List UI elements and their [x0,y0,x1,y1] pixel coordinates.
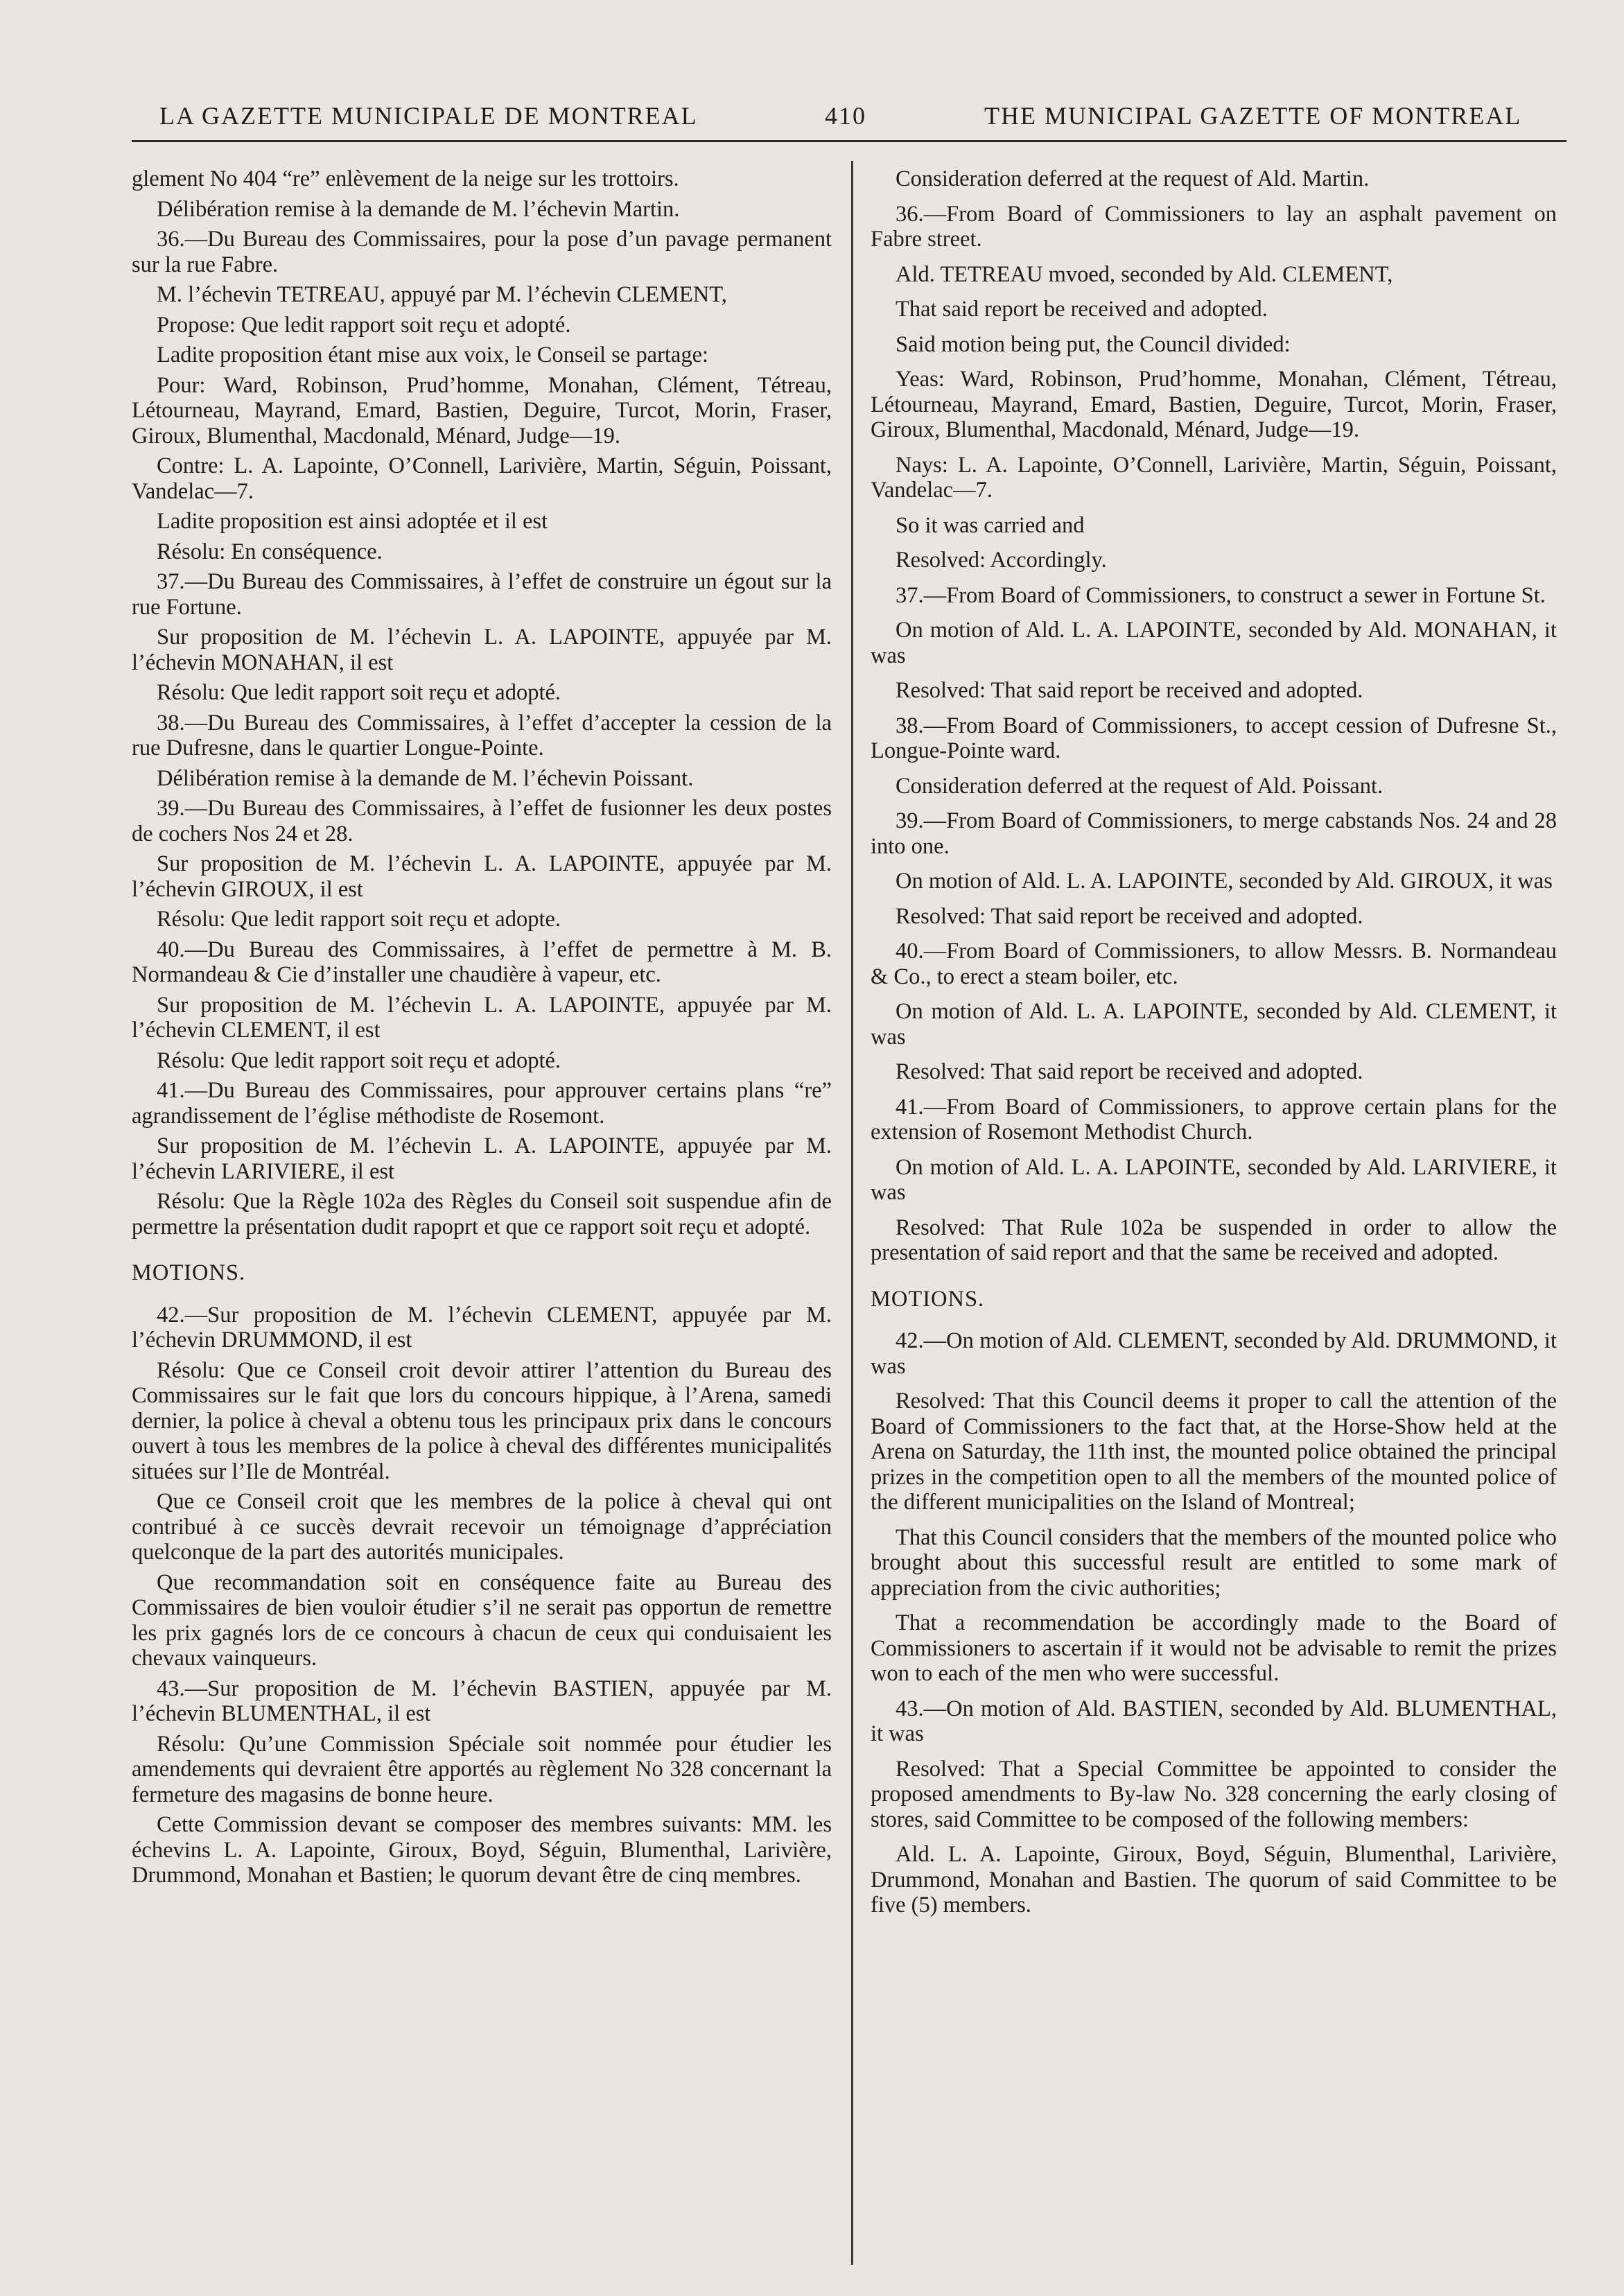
header-french-title: LA GAZETTE MUNICIPALE DE MONTREAL [159,102,698,130]
paragraph: Ald. TETREAU mvoed, seconded by Ald. CLEMENT, [896,261,1393,287]
paragraph: 40.—Du Bureau des Commissaires, à l’effet de permettre à M. B. Normandeau & Cie d’installer une chaudière à vapeur, etc. [132,937,832,987]
paragraph: Resolved: Accordingly. [896,548,1107,573]
paragraph: 40.—From Board of Commissioners, to allow Messrs. B. Normandeau & Co., to erect a steam boiler, etc. [871,939,1557,989]
paragraph: 43.—Sur proposition de M. l’échevin BASTIEN, appuyée par M. l’échevin BLUMENTHAL, il est [132,1676,832,1726]
paragraph: Consideration deferred at the request of Ald. Poissant. [896,773,1383,799]
paragraph: 36.—From Board of Commissioners to lay an asphalt pavement on Fabre street. [871,201,1557,252]
paragraph: Yeas: Ward, Robinson, Prud’homme, Monahan, Clément, Tétreau, Létourneau, Mayrand, Emard, Bastien, Deguire, Turcot, Morin, Fraser, Giroux, Blumenthal, Macdonald, Ménard, Judge—19. [871,367,1557,442]
paragraph: 37.—From Board of Commissioners, to construct a sewer in Fortune St. [896,582,1546,608]
paragraph: Propose: Que ledit rapport soit reçu et adopté. [157,312,571,338]
paragraph: Ald. L. A. Lapointe, Giroux, Boyd, Séguin, Blumenthal, Larivière, Drummond, Monahan and Bastien. The quorum of said Committee to be five (5) members. [871,1842,1557,1917]
paragraph: So it was carried and [896,512,1085,538]
paragraph: Délibération remise à la demande de M. l’échevin Martin. [157,196,680,222]
column-divider [851,161,853,2265]
section-heading: MOTIONS. [871,1286,985,1312]
paragraph: 43.—On motion of Ald. BASTIEN, seconded by Ald. BLUMENTHAL, it was [871,1696,1557,1746]
paragraph: 42.—On motion of Ald. CLEMENT, seconded by Ald. DRUMMOND, it was [871,1328,1557,1379]
paragraph: Ladite proposition est ainsi adoptée et il est [157,509,548,534]
section-heading: MOTIONS. [132,1260,246,1285]
header-rule [132,140,1566,142]
paragraph: Contre: L. A. Lapointe, O’Connell, Larivière, Martin, Séguin, Poissant, Vandelac—7. [132,453,832,504]
paragraph: Consideration deferred at the request of Ald. Martin. [896,166,1370,191]
paragraph: 38.—From Board of Commissioners, to accept cession of Dufresne St., Longue-Pointe ward. [871,713,1557,763]
paragraph: Que recommandation soit en conséquence faite au Bureau des Commissaires de bien vouloir étudier s’il ne serait pas opportun de remettre les prix gagnés lors de ce concours à chacun de ceux qui conduisaient les chevaux vainqueurs. [132,1569,832,1671]
paragraph: Sur proposition de M. l’échevin L. A. LAPOINTE, appuyée par M. l’échevin MONAHAN, il est [132,625,832,675]
paragraph: 36.—Du Bureau des Commissaires, pour la pose d’un pavage permanent sur la rue Fabre. [132,227,832,277]
paragraph: Nays: L. A. Lapointe, O’Connell, Larivière, Martin, Séguin, Poissant, Vandelac—7. [871,452,1557,503]
paragraph: That a recommendation be accordingly made to the Board of Commissioners to ascertain if it would not be advisable to remit the prizes won to each of the men who were successful. [871,1610,1557,1686]
french-column [132,166,832,1893]
paragraph: Said motion being put, the Council divided: [896,331,1291,357]
paragraph: Resolved: That a Special Committee be appointed to consider the proposed amendments to By-law No. 328 concerning the early closing of stores, said Committee to be composed of the following members: [871,1756,1557,1832]
paragraph: Résolu: Que la Règle 102a des Règles du Conseil soit suspendue afin de permettre la présentation dudit rapoprt et que ce rapport soit reçu et adopté. [132,1189,832,1240]
running-header [159,101,1560,136]
paragraph: Cette Commission devant se composer des membres suivants: MM. les échevins L. A. Lapointe, Giroux, Boyd, Séguin, Blumenthal, Larivière, Drummond, Monahan et Bastien; le quorum devant être de cinq membres. [132,1812,832,1888]
paragraph: 38.—Du Bureau des Commissaires, à l’effet d’accepter la cession de la rue Dufresne, dans le quartier Longue-Pointe. [132,710,832,760]
paragraph: Résolu: Que ledit rapport soit reçu et adopte. [157,907,561,932]
paragraph: M. l’échevin TETREAU, appuyé par M. l’échevin CLEMENT, [157,282,727,307]
paragraph: On motion of Ald. L. A. LAPOINTE, seconded by Ald. LARIVIERE, it was [871,1154,1557,1205]
paragraph: That said report be received and adopted. [896,297,1268,322]
paragraph: Résolu: Que ce Conseil croit devoir attirer l’attention du Bureau des Commissaires sur le fait que lors du concours hippique, à l’Arena, samedi dernier, la police à cheval a obtenu tous les principaux prix dans le concours ouvert à tous les membres de la police à cheval des différentes municipalités situées sur l’Ile de Montréal. [132,1357,832,1484]
page-number: 410 [825,102,866,130]
paragraph: 41.—Du Bureau des Commissaires, pour approuver certains plans “re” agrandissement de l’église méthodiste de Rosemont. [132,1078,832,1129]
english-column [871,166,1557,1928]
paragraph: Resolved: That said report be received and adopted. [896,1059,1363,1084]
paragraph: Résolu: Que ledit rapport soit reçu et adopté. [157,1047,561,1073]
paragraph: 39.—Du Bureau des Commissaires, à l’effet de fusionner les deux postes de cochers Nos 24 et 28. [132,796,832,846]
paragraph: Sur proposition de M. l’échevin L. A. LAPOINTE, appuyée par M. l’échevin GIROUX, il est [132,851,832,902]
paragraph: On motion of Ald. L. A. LAPOINTE, seconded by Ald. CLEMENT, it was [871,999,1557,1050]
header-english-title: THE MUNICIPAL GAZETTE OF MONTREAL [984,102,1522,130]
paragraph: Pour: Ward, Robinson, Prud’homme, Monahan, Clément, Tétreau, Létourneau, Mayrand, Emard, Bastien, Deguire, Turcot, Morin, Fraser, Giroux, Blumenthal, Macdonald, Ménard, Judge—19. [132,372,832,449]
paragraph: Resolved: That said report be received and adopted. [896,903,1363,929]
paragraph: 41.—From Board of Commissioners, to approve certain plans for the extension of Rosemont Methodist Church. [871,1094,1557,1145]
paragraph: Résolu: En conséquence. [157,539,383,564]
paragraph: glement No 404 “re” enlèvement de la neige sur les trottoirs. [132,166,679,191]
paragraph: That this Council considers that the members of the mounted police who brought about this successful result are entitled to some mark of appreciation from the civic authorities; [871,1524,1557,1601]
paragraph: Ladite proposition étant mise aux voix, le Conseil se partage: [157,342,709,367]
paragraph: Resolved: That said report be received and adopted. [896,678,1363,703]
paragraph: 39.—From Board of Commissioners, to merge cabstands Nos. 24 and 28 into one. [871,808,1557,859]
paragraph: Délibération remise à la demande de M. l’échevin Poissant. [157,765,694,791]
paragraph: On motion of Ald. L. A. LAPOINTE, seconded by Ald. MONAHAN, it was [871,618,1557,668]
paragraph: Que ce Conseil croit que les membres de la police à cheval qui ont contribué à ce succès devrait recevoir un témoignage d’appréciation quelconque de la part des autorités municipales. [132,1489,832,1565]
paragraph: 42.—Sur proposition de M. l’échevin CLEMENT, appuyée par M. l’échevin DRUMMOND, il est [132,1302,832,1353]
paragraph: Résolu: Qu’une Commission Spéciale soit nommée pour étudier les amendements qui devraient être apportés au règlement No 328 concernant la fermeture des magasins de bonne heure. [132,1731,832,1807]
paragraph: On motion of Ald. L. A. LAPOINTE, seconded by Ald. GIROUX, it was [896,869,1553,894]
paragraph: Résolu: Que ledit rapport soit reçu et adopté. [157,680,561,705]
paragraph: Resolved: That this Council deems it proper to call the attention of the Board of Commissioners to the fact that, at the Horse-Show held at the Arena on Saturday, the 11th inst, the mounted police obtained the principal prizes in the competition open to all the members of the mounted police of the different municipalities on the Island of Montreal; [871,1389,1557,1515]
paragraph: Sur proposition de M. l’échevin L. A. LAPOINTE, appuyée par M. l’échevin LARIVIERE, il est [132,1133,832,1184]
paragraph: Sur proposition de M. l’échevin L. A. LAPOINTE, appuyée par M. l’échevin CLEMENT, il est [132,992,832,1043]
paragraph: Resolved: That Rule 102a be suspended in order to allow the presentation of said report and that the same be received and adopted. [871,1215,1557,1265]
paragraph: 37.—Du Bureau des Commissaires, à l’effet de construire un égout sur la rue Fortune. [132,569,832,620]
